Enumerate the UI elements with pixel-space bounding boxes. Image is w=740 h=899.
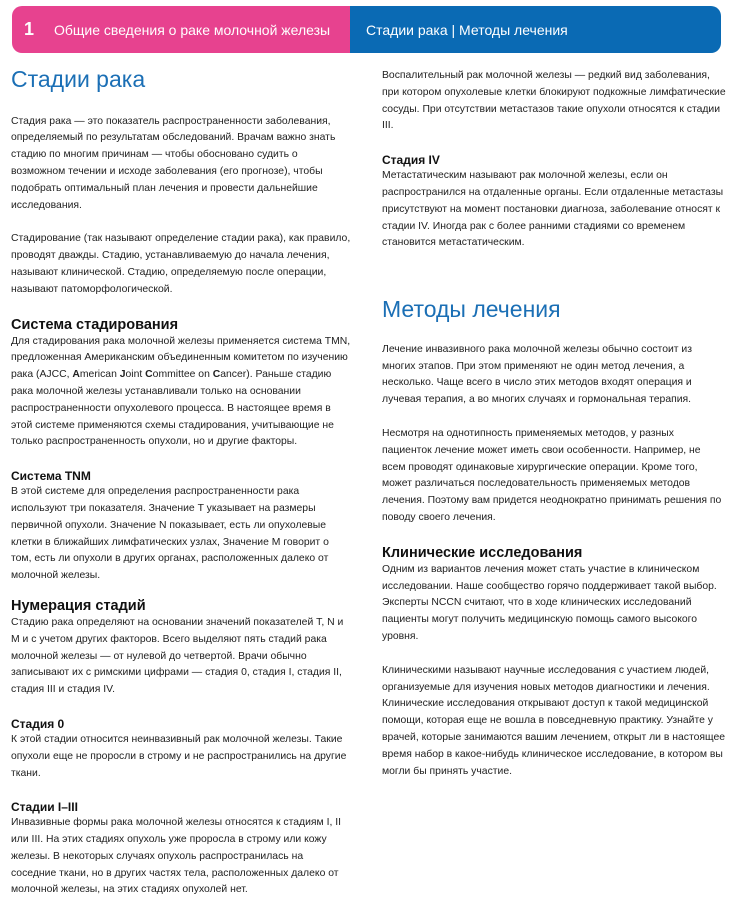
chapter-title: Общие сведения о раке молочной железы bbox=[54, 21, 331, 38]
chapter-number: 1 bbox=[24, 19, 35, 39]
numbering-paragraph: Стадию рака определяют на основании значений показателей T, N и M и с учетом других факторов. Всего выделяют пять стадий рака молочной железы — от нулевой до четвертой. Врачи обычно записывают их с римскими цифрами — стадия 0, стадия I, стадия II, стадия III и стадия IV. bbox=[11, 616, 344, 696]
right-column bbox=[382, 68, 726, 780]
clinical-paragraph-1: Одним из вариантов лечения может стать участие в клиническом исследовании. Наше сообщество горячо поддерживает такой выбор. Эксперты NCCN считают, что в ходе клинических исследований пациенты могут получить медицинскую помощь самого высокого уровня. bbox=[382, 563, 717, 642]
left-column bbox=[11, 66, 351, 899]
methods-title: Методы лечения bbox=[382, 296, 561, 323]
stage-4-heading: Стадия IV bbox=[382, 153, 440, 168]
clinical-trials-heading: Клинические исследования bbox=[382, 544, 583, 561]
clinical-paragraph-2: Клиническими называют научные исследования с участием людей, организуемые для изучения новых методов диагностики и лечения. Клинические исследования открывают доступ к такой медицинской помощи, которая еще не вошла в повседневную практику. Узнайте у врачей, которые занимаются вашим лечением, открыт ли в настоящее время набор в какое-нибудь клиническое исследование, в котором вы могли бы принять участие. bbox=[382, 664, 726, 777]
stage-4-paragraph: Метастатическим называют рак молочной железы, если он распространился на отдаленные органы. Если отдаленные метастазы присутствуют на момент постановки диагноза, заболевание относят к стадии IV. Иногда рак с более ранними стадиями со временем становится метастатическим. bbox=[382, 170, 724, 249]
staging-system-paragraph: Для стадирования рака молочной железы применяется система TMN, предложенная Американским объединенным комитетом по изучению рака (AJCC, American Joint Committee on Cancer). Раньше стадию рака молочной железы устанавливали только на основании распространенности опухолевого процесса. В настоящее время в этой системе применяются схемы стадирования, учитывающие не только распространенность опухоли, но и другие факторы. bbox=[11, 335, 351, 448]
intro-paragraph-2: Стадирование (так называют определение стадии рака), как правило, проводят дважды. Стадию, устанавливаемую до начала лечения, называют клинической. Стадию, определяемую после операции, называют патоморфологической. bbox=[11, 233, 351, 295]
stage-0-heading: Стадия 0 bbox=[11, 716, 65, 731]
section-title: Стадии рака | Методы лечения bbox=[350, 6, 721, 53]
stage-1-3-heading: Стадии I–III bbox=[11, 800, 78, 815]
chapter-tab bbox=[12, 6, 350, 53]
chapter-header bbox=[12, 6, 721, 53]
tnm-heading: Система TNM bbox=[11, 469, 91, 484]
tnm-paragraph: В этой системе для определения распространенности рака используют три показателя. Значение T указывает на размеры первичной опухоли. Значение N показывает, есть ли опухолевые клетки в ближайших лимфатических узлах, Значение M говорит о том, есть ли опухоли в других органах, расположенных далеко от молочной железы. bbox=[11, 486, 329, 582]
staging-system-heading: Система стадирования bbox=[11, 316, 179, 333]
intro-paragraph-1: Стадия рака — это показатель распространенности заболевания, определяемый по результатам обследований. Врачам важно знать стадию по многим причинам — чтобы обосновано судить о возможном течении и исходе заболевания (его прогнозе), чтобы подобрать оптимальный план лечения и провести дальнейшие исследования. bbox=[11, 115, 336, 211]
stage-0-paragraph: К этой стадии относится неинвазивный рак молочной железы. Такие опухоли еще не проросли в строму и не распространились на другие ткани. bbox=[11, 733, 347, 779]
numbering-heading: Нумерация стадий bbox=[11, 597, 146, 614]
page-title: Стадии рака bbox=[11, 66, 146, 92]
stage-1-3-paragraph: Инвазивные формы рака молочной железы относятся к стадиям I, II или III. На этих стадиях опухоль уже проросла в строму или кожу железы. В некоторых случаях опухоль распространилась на соседние ткани, но в других частях тела, расположенных далеко от молочной железы, на этих стадиях опухолей нет. bbox=[11, 817, 342, 896]
methods-paragraph-1: Лечение инвазивного рака молочной железы обычно состоит из многих этапов. При этом применяют не один метод лечения, а несколько. Чаще всего в число этих методов входят операция и лучевая терапия, а во многих случаях и гормональная терапия. bbox=[382, 343, 692, 406]
inflammatory-paragraph: Воспалительный рак молочной железы — редкий вид заболевания, при котором опухолевые клетки блокируют подкожные лимфатические сосуды. При отсутствии метастазов такие опухоли относятся к стадии III. bbox=[382, 70, 726, 132]
methods-paragraph-2: Несмотря на однотипность применяемых методов, у разных пациенток лечение может иметь свои особенности. Например, не всем проводят одинаковые хирургические операции. Кроме того, может различаться последовательность применяемых методов лечения. Поэтому вам придется неоднократно принимать решения по поводу своего лечения. bbox=[382, 427, 722, 523]
